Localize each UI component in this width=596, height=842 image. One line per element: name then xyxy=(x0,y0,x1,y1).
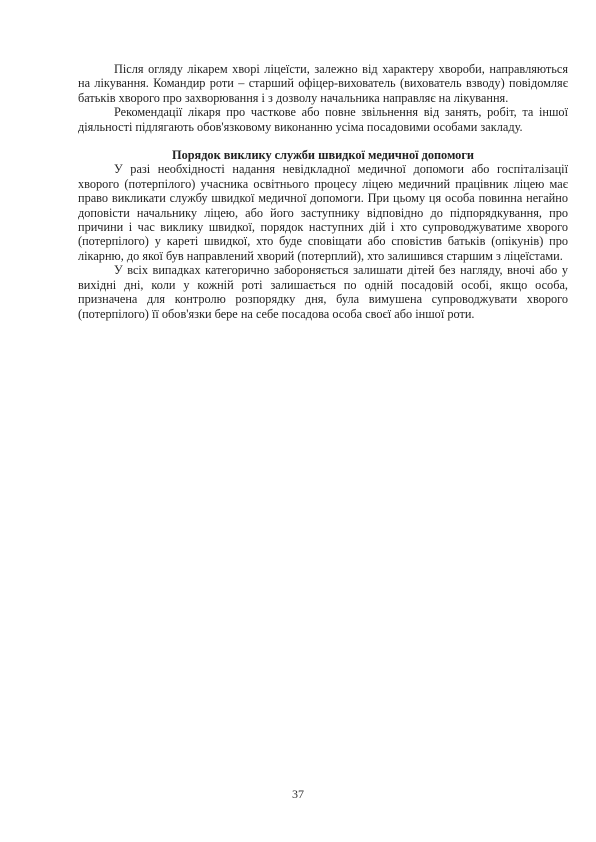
section-heading: Порядок виклику служби швидкої медичної допомоги xyxy=(172,148,474,163)
paragraph-doctor-recommendations: Рекомендації лікаря про часткове або повне звільнення від занять, робіт, та іншої діяльності підлягають обов'язковому виконанню усіма посадовими особами закладу. xyxy=(78,105,568,134)
page-number: 37 xyxy=(292,787,304,801)
paragraph-ambulance-call: У разі необхідності надання невідкладної медичної допомоги або госпіталізації хворого (потерпілого) учасника освітнього процесу ліцею медичний працівник ліцею має право викликати службу швидкої медичної допомоги. При цьому ця особа повинна негайно доповісти начальнику ліцею, або його заступнику відповідно до підпорядкування, про причини і час виклику швидкої, порядок наступних дій і хто супроводжуватиме хворого (потерпілого) у кареті швидкої, хто буде сповіщати або сповістив батьків (опікунів) про лікарню, до якої був направлений хворий (потерплий), хто залишився старшим з ліцеїстами. xyxy=(78,162,568,263)
paragraph-supervision-rule: У всіх випадках категорично забороняється залишати дітей без нагляду, вночі або у вихідні дні, коли у кожній роті залишається по одній посадовій особі, якщо особа, призначена для контролю розпорядку дня, була вимушена супроводжувати хворого (потерпілого) її обов'язки бере на себе посадова особа своєї або іншої роти. xyxy=(78,263,568,321)
paragraph-medical-exam: Після огляду лікарем хворі ліцеїсти, залежно від характеру хвороби, направляються на лікування. Командир роти – старший офіцер-вихователь (вихователь взводу) повідомляє батьків хворого про захворювання і з дозволу начальника направляє на лікування. xyxy=(78,62,568,105)
document-body xyxy=(78,62,568,321)
